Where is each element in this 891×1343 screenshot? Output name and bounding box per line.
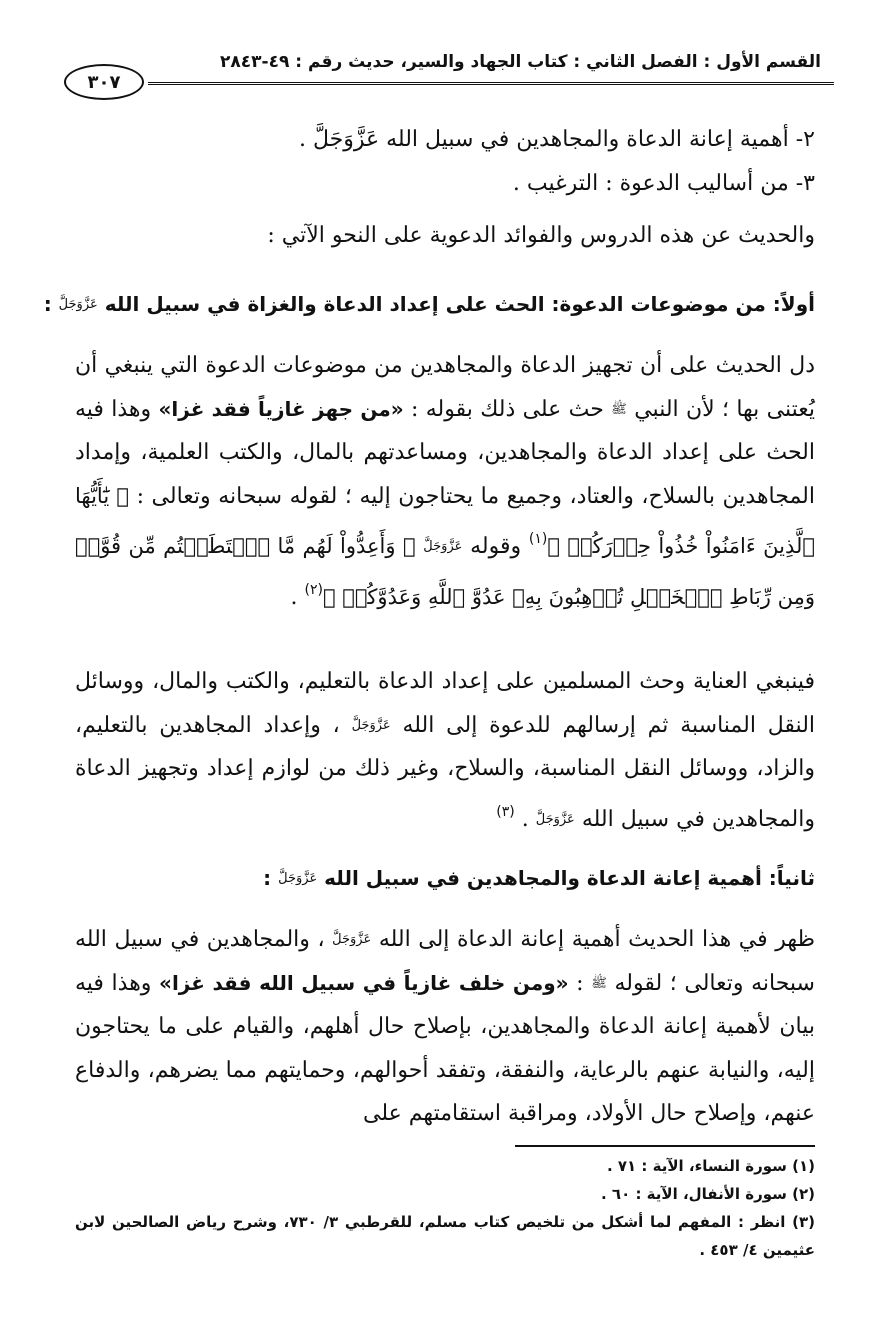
hadith-quote: «ومن خلف غازياً في سبيل الله فقد غزا» (159, 970, 569, 995)
paragraph-text: . (290, 584, 298, 610)
paragraph-text: وهذا فيه بيان لأهمية إعانة الدعاة والمجاهدين، بإصلاح حال أهلهم، والقيام على ما يحتاجون إليه، والنيابة عنهم بالرعاية، والنفقة، وتفقد أحوالهم، وحمايتهم مما يضرهم، والدفاع عنهم، وإصلاح حال الأولاد، ومراقبة استقامتهم على (75, 970, 815, 1126)
quran-verse: ﴿ وَأَعِدُّواْ لَهُم مَّا ٱسۡتَطَعۡتُم مِّن قُوَّةٖ وَمِن رِّبَاطِ ٱلۡخَيۡلِ تُرۡهِبُونَ بِهِۦ عَدُوَّ ٱللَّهِ وَعَدُوَّكُمۡ ﴾ (75, 534, 815, 609)
header-rule (148, 82, 834, 85)
footnotes (75, 1152, 815, 1264)
section-heading-2 (75, 858, 815, 898)
footnote-ref: (١) (528, 531, 548, 547)
honorific: عَزَّوَجَلَّ (58, 297, 98, 312)
footnote-ref: (٣) (496, 803, 515, 820)
section-heading-1 (43, 284, 815, 324)
section-heading-1-text: أولاً: من موضوعات الدعوة: الحث على إعداد الدعاة والغزاة في سبيل الله (104, 292, 815, 316)
paragraph-2 (75, 660, 815, 841)
paragraph-text: : (576, 970, 584, 996)
paragraph-text: ، وإعداد المجاهدين بالتعليم، والزاد، ووسائل النقل المناسبة، والسلاح، وغير ذلك من لوازم إعداد وتجهيز الدعاة والمجاهدين في سبيل الله (75, 712, 815, 832)
footnote: (٣) انظر : المفهم لما أشكل من تلخيص كتاب مسلم، للقرطبي ٣/ ٧٣٠، وشرح رياض الصالحين لابن عثيمين ٤/ ٤٥٣ . (75, 1213, 815, 1259)
footnote: (٢) سورة الأنفال، الآية : ٦٠ . (601, 1185, 815, 1203)
prophet-honorific: ﷺ (591, 975, 607, 991)
running-head: القسم الأول : الفصل الثاني : كتاب الجهاد والسير، حديث رقم : ٤٩-٢٨٤٣ (220, 52, 821, 72)
paragraph-text: وهذا فيه الحث على إعداد الدعاة والمجاهدين، ومساعدتهم بالمال، والكتب العلمية، وإمداد المجاهدين بالسلاح، والعتاد، وجميع ما يحتاجون إليه ؛ لقوله سبحانه وتعالى : (75, 396, 815, 509)
paragraph-text: ظهر في هذا الحديث أهمية إعانة الدعاة إلى الله (378, 927, 816, 952)
section-heading-2-text: ثانياً: أهمية إعانة الدعاة والمجاهدين في سبيل الله (324, 866, 815, 890)
paragraph-text: وقوله (470, 534, 522, 559)
honorific: عَزَّوَجَلَّ (332, 932, 372, 947)
paragraph-1 (75, 344, 815, 619)
footnote-rule (515, 1145, 815, 1147)
paragraph-text: دل الحديث على أن تجهيز الدعاة والمجاهدين من موضوعات الدعوة التي ينبغي أن يُعتنى بها ؛ لأن النبي (75, 353, 815, 422)
honorific: عَزَّوَجَلَّ (423, 539, 463, 554)
intro-line: والحديث عن هذه الدروس والفوائد الدعوية على النحو الآتي : (267, 223, 815, 248)
honorific: عَزَّوَجَلَّ (351, 717, 391, 733)
honorific: عَزَّوَجَلَّ (535, 811, 575, 827)
quran-verse: ﴿ يَٰٓأَيُّهَا ٱلَّذِينَ ءَامَنُواْ خُذُواْ حِذۡرَكُمۡ ﴾ (75, 483, 815, 558)
page-number: ٣٠٧ (64, 64, 144, 100)
footnote: (١) سورة النساء، الآية : ٧١ . (606, 1157, 815, 1175)
list-item: ٣- من أساليب الدعوة : الترغيب . (512, 171, 815, 196)
list-item: ٢- أهمية إعانة الدعاة والمجاهدين في سبيل الله عَزَّوَجَلَّ . (299, 127, 815, 152)
paragraph-text: حث على ذلك بقوله : (411, 396, 604, 422)
honorific: عَزَّوَجَلَّ (278, 871, 318, 886)
list-block (75, 118, 815, 266)
paragraph-text: ، والمجاهدين في سبيل الله سبحانه وتعالى ؛ لقوله (75, 927, 815, 996)
heading-colon: : (263, 866, 272, 890)
paragraph-text: . (521, 806, 529, 832)
footnote-ref: (٢) (304, 581, 323, 598)
heading-colon: : (43, 292, 52, 316)
hadith-quote: «من جهز غازياً فقد غزا» (158, 396, 404, 421)
prophet-honorific: ﷺ (611, 401, 627, 417)
paragraph-text: فينبغي العناية وحث المسلمين على إعداد الدعاة بالتعليم، والكتب والمال، ووسائل النقل المناسبة ثم إرسالهم للدعوة إلى الله (75, 669, 816, 738)
paragraph-3 (75, 918, 815, 1136)
